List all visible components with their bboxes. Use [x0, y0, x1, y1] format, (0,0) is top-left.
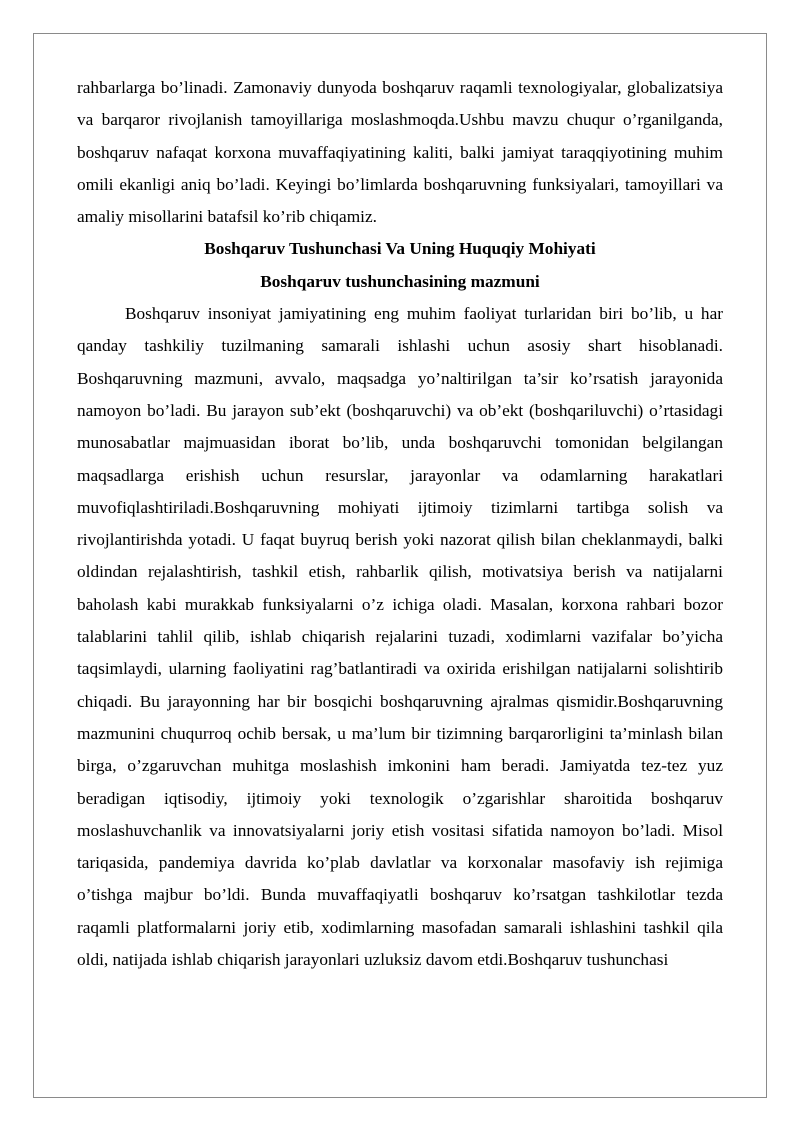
- subsection-heading: Boshqaruv tushunchasining mazmuni: [260, 271, 540, 291]
- body-paragraph: Boshqaruv insoniyat jamiyatining eng muhim faoliyat turlaridan biri bo’lib, u har qanday tashkiliy tuzilmaning samarali ishlashi uchun asosiy shart hisoblanadi. Boshqaruvning mazmuni, avvalo, maqsadga yo’naltirilgan ta’sir ko’rsatish jarayonida namoyon bo’ladi. Bu jarayon sub’ekt (boshqaruvchi) va ob’ekt (boshqariluvchi) o’rtasidagi munosabatlar majmuasidan iborat bo’lib, unda boshqaruvchi tomonidan belgilangan maqsadlarga erishish uchun resurslar, jarayonlar va odamlarning harakatlari muvofiqlashtiriladi.Boshqaruvning mohiyati ijtimoiy tizimlarni tartibga solish va rivojlantirishda yotadi. U faqat buyruq berish yoki nazorat qilish bilan cheklanmaydi, balki oldindan rejalashtirish, tashkil etish, rahbarlik qilish, motivatsiya berish va natijalarni baholash kabi murakkab funksiyalarni o’z ichiga oladi. Masalan, korxona rahbari bozor talablarini tahlil qilib, ishlab chiqarish rejalarini tuzadi, xodimlarni vazifalar bo’yicha taqsimlaydi, ularning faoliyatini rag’batlantiradi va oxirida erishilgan natijalarni solishtirib chiqadi. Bu jarayonning har bir bosqichi boshqaruvning ajralmas qismidir.Boshqaruvning mazmunini chuqurroq ochib bersak, u ma’lum bir tizimning barqarorligini ta’minlash bilan birga, o’zgaruvchan muhitga moslashish imkonini ham beradi. Jamiyatda tez-tez yuz beradigan iqtisodiy, ijtimoiy yoki texnologik o’zgarishlar sharoitida boshqaruv moslashuvchanlik va innovatsiyalarni joriy etish vositasi sifatida namoyon bo’ladi. Misol tariqasida, pandemiya davrida ko’plab davlatlar va korxonalar masofaviy ish rejimiga o’tishga majbur bo’ldi. Bunda muvaffaqiyatli boshqaruv ko’rsatgan tashkilotlar tezda raqamli platformalarni joriy etib, xodimlarning masofadan samarali ishlashini tashkil qila oldi, natijada ishlab chiqarish jarayonlari uzluksiz davom etdi.Boshqaruv tushunchasi: [77, 304, 723, 970]
- section-heading: Boshqaruv Tushunchasi Va Uning Huquqiy Mohiyati: [204, 239, 596, 259]
- intro-paragraph: rahbarlarga bo’linadi. Zamonaviy dunyoda boshqaruv raqamli texnologiyalar, globalizatsiya va barqaror rivojlanish tamoyillariga moslashmoqda.Ushbu mavzu chuqur o’rganilganda, boshqaruv nafaqat korxona muvaffaqiyatining kaliti, balki jamiyat taraqqiyotining muhim omili ekanligi aniq bo’ladi. Keyingi bo’limlarda boshqaruvning funksiyalari, tamoyillari va amaliy misollarini batafsil ko’rib chiqamiz.: [77, 78, 723, 227]
- document-body: [77, 72, 723, 976]
